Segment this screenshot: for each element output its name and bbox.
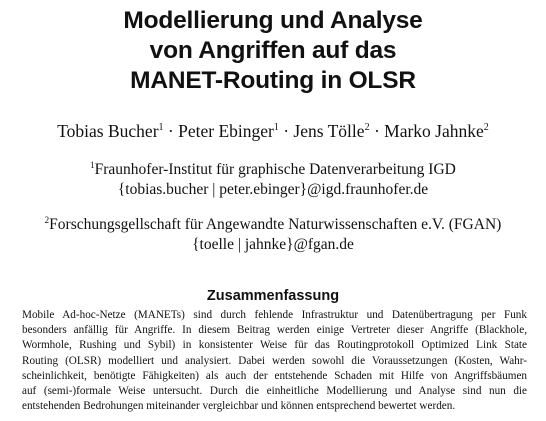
- affiliation-mark: 2: [44, 215, 50, 225]
- affiliation-block: [0, 215, 546, 255]
- abstract-heading: Zusammenfassung: [206, 288, 340, 304]
- abstract-line: Mobile Ad-hoc-Netze (MANETs) sind durch fehlende Infrastruktur und Datenübertragung per Funk: [22, 309, 527, 321]
- abstract-line: auf (semi-)formale Weise untersucht. Durch die einheitliche Modellierung und Analyse sind nun die: [22, 385, 527, 398]
- affiliation-email: {toelle | jahnke}@fgan.de: [192, 236, 354, 253]
- abstract-body: [22, 308, 527, 414]
- affiliation-mark: 1: [90, 160, 95, 170]
- abstract-line: scheinlichkeit, benötigte Fähigkeiten) als auch der entstehende Schaden mit Hilfe von Angriffsbäumen: [22, 369, 527, 382]
- author-name: Marko Jahnke: [384, 121, 484, 141]
- author-name: Tobias Bucher: [57, 121, 159, 141]
- paper-title: [0, 6, 546, 96]
- author-separator: ·: [167, 121, 174, 141]
- abstract-line: entstehenden Bedrohungen miteinander vergleichbar und können entsprechend bewertet werden.: [22, 400, 456, 413]
- affiliation-mark: 1: [273, 122, 279, 133]
- title-line: MANET-Routing in OLSR: [130, 67, 416, 94]
- abstract-line: besonders anfällig für Angriffe. In diesem Beitrag werden einige Vertreter dieser Angriffe (Blackhole,: [22, 324, 527, 337]
- affiliation-name: Fraunhofer-Institut für graphische Datenverarbeitung IGD: [94, 161, 456, 178]
- author-name: Jens Tölle: [293, 121, 365, 141]
- author-name: Peter Ebinger: [178, 121, 274, 141]
- affiliation-mark: 2: [364, 122, 370, 133]
- affiliation-block: [0, 160, 546, 200]
- affiliation-email: {tobias.bucher | peter.ebinger}@igd.fraunhofer.de: [117, 181, 429, 198]
- title-line: von Angriffen auf das: [149, 37, 397, 64]
- affiliation-mark: 2: [483, 122, 489, 133]
- affiliation-name: Forschungsgellschaft für Angewandte Naturwissenschaften e.V. (FGAN): [49, 216, 502, 233]
- abstract-line: Wormhole, Rushing und Sybil) in konsistenter Weise für das Routingprotokoll Optimized Link State: [22, 339, 527, 352]
- title-line: Modellierung und Analyse: [123, 7, 423, 34]
- author-separator: ·: [373, 121, 380, 141]
- affiliation-mark: 1: [158, 122, 164, 133]
- abstract-line: Routing (OLSR) modelliert und analysiert. Dabei werden sowohl die Voraussetzungen (Kosten, Wahr-: [22, 354, 527, 367]
- author-list: [0, 121, 546, 142]
- author-separator: ·: [283, 121, 290, 141]
